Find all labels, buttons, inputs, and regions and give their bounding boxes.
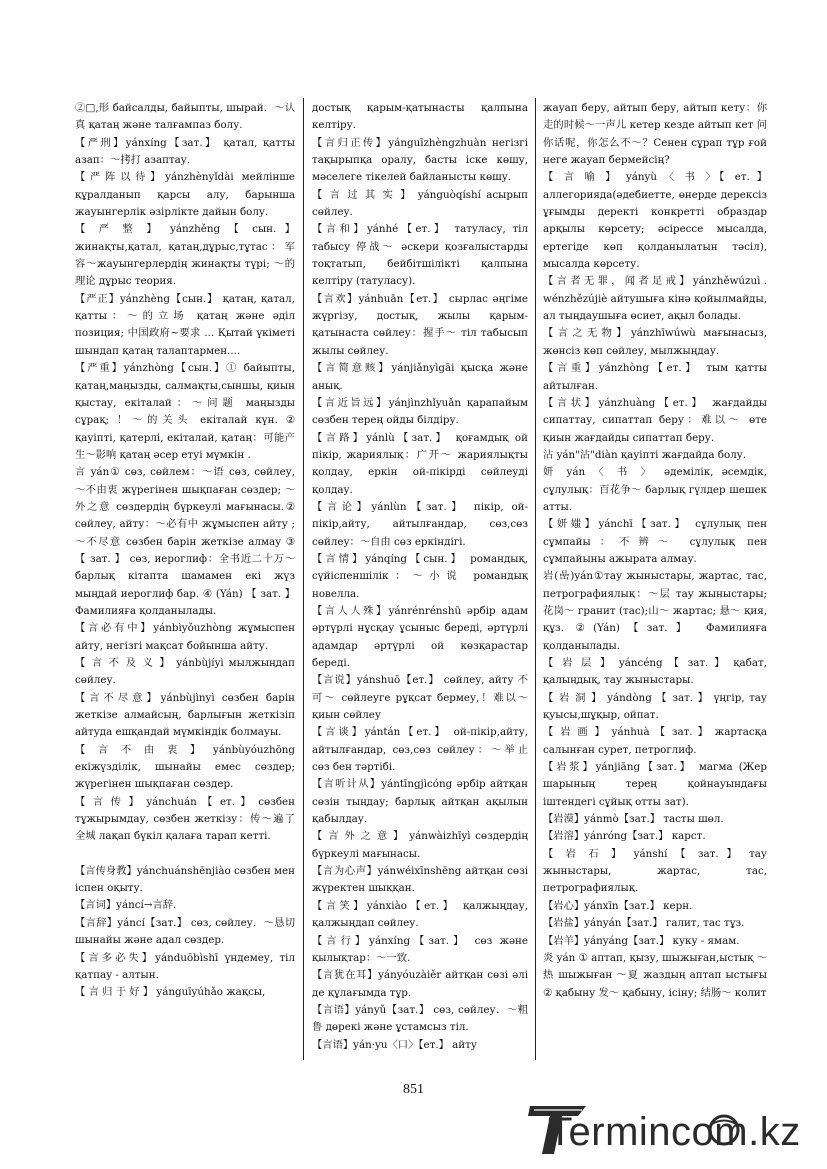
column-divider bbox=[303, 98, 304, 1060]
dictionary-entry: жауап беру, айтып беру, айтып кету：你走的时候～一声儿 кетер кезде айтып кет 问你话呢，你怎么不～？Сенен сұрап тұр ғой неге жауап бермейсің? bbox=[543, 102, 767, 167]
dictionary-entry: 【言论】yánlùn【зат.】 пікір, ой-пікір,айту, айтылғандар, сөз,сөз сөйлеу：～自由 сөз еркіндігі. bbox=[312, 500, 528, 548]
dictionary-entry: 【 言 者 无 罪 ， 闻 者 足 戒 】 yánzhěwúzuì . wénzhězújiè айтушыға кінә қойылмайды, ал тыңдаушыға өсиет, ақыл болады. bbox=[543, 275, 767, 323]
dictionary-entry: 【言行】yánxíng【зат.】 сөз және қылықтар：～一致. bbox=[312, 934, 528, 964]
dictionary-entry: 【岩盐】yányán【зат.】 галит, тас тұз. bbox=[543, 917, 745, 930]
dictionary-entry: 【严阵以待】yánzhènyǐdài мейлінше құралданып қарсы алу, барынша жауынгерлік әзірлікте дайын болу. bbox=[75, 171, 295, 219]
dictionary-entry: 【言传身教】yánchuánshēnjiào сөзбен мен іспен оқыту. bbox=[75, 864, 295, 895]
dictionary-entry: 【言语】yán·yu〈口〉【ет.】 айту bbox=[312, 1038, 477, 1051]
dictionary-entry: 【 岩 石 】 yánshí 【 зат. 】 тау жыныстары, жартас, тас, петрографиялық. bbox=[543, 847, 767, 895]
dictionary-entry: 【言谈】yántán【ет.】 ой-пікір,айту, айтылғандар, сөз,сөз сөйлеу：～举止 сөз бен тәртібі. bbox=[312, 726, 528, 774]
dictionary-entry: 【言词】yáncí→言辞. bbox=[75, 899, 177, 912]
dictionary-entry: 【言语】yányǔ【зат.】 сөз, сөйлеу．～粗鲁 дөрекі және ұстамсыз тіл. bbox=[312, 1003, 528, 1034]
dictionary-entry: 【岩羊】yányáng【зат.】 куку - ямам. bbox=[543, 934, 740, 947]
dictionary-column-3 bbox=[543, 100, 767, 1055]
dictionary-entry: 【岩心】yánxīn【зат.】 керн. bbox=[543, 899, 693, 912]
dictionary-entry: 【 言 不 及 义 】 yánbùjíyì мылжыңдап сөйлеу. bbox=[75, 657, 295, 687]
dictionary-entry: 【言欢】yánhuān【ет.】 сырлас әңгіме жүргізу, достық, жылы қарым-қатынаста сөйлеу：握手～ тіл табысып жылы сөйлеу. bbox=[312, 292, 528, 357]
dictionary-entry: 【言状】yánzhuàng【ет.】 жағдайды сипаттау, сипаттап беру：难以～ өте қиын жағдайды сипаттап беру. bbox=[543, 396, 767, 444]
dictionary-entry: 【言听计从】yántīngjìcóng әрбір айтқан сөзін тыңдау; барлық айтқан ақылын қабылдау. bbox=[312, 778, 528, 826]
dictionary-entry: 【岩浆】yánjiāng【зат.】 магма (Жер шарының терең қойнауындағы іштендегі сұйық отты зат). bbox=[543, 761, 767, 808]
dictionary-entry: 【 岩 画 】 yánhuà 【 зат. 】 жартасқа салынған сурет, петроглиф. bbox=[543, 726, 767, 756]
dictionary-entry: 【言路】yánlù【зат.】 қоғамдық ой пікір, жариялық：广开～ жариялықты қолдау, еркін ой-пікірді сөйлеуді қолдау. bbox=[312, 431, 528, 496]
dictionary-column-1 bbox=[75, 100, 295, 1055]
dictionary-entry: 言 yán① сөз, сөйлем：～语 сөз, сөйлеу, ～不由衷 жүрегінен шықпаған сөздер; ～外之意 сөздердің бүркеулі мағынасы.② сөйлеу, айту：～必有中 жұмыспен айту ; ～不尽意 сөзбен барін жеткізе алмау ③ 【 зат. 】 сөз, иероглиф：全书近二十万～ барлық кітапта шамамен екі жүз мыңдай иероглиф бар. ④ (Yán) 【 зат. 】 Фамилияға қолданылады. bbox=[75, 466, 295, 617]
dictionary-entry: 【 言 传 】 yánchuán 【 ет. 】 сөзбен тұжырымдау, сөзбен жеткізу：传～遍了全城 лақап бүкіл қалаға тарап кетті. bbox=[75, 795, 295, 843]
dictionary-entry: 【岩漠】yánmò【зат.】 тасты шөл. bbox=[543, 813, 724, 826]
dictionary-entry: 【严正】yánzhèng【сын.】 қатаң, қатал, қатты：～的立场 қатаң және әділ позиция; 中国政府~要求 ... Қытай үкіметі шындап қатаң талаптармен.... bbox=[75, 292, 295, 357]
page-number: 851 bbox=[403, 1082, 424, 1097]
dictionary-entry: 【严重】yánzhòng【сын.】① байыпты, қатаң,маңызды, салмақты,сыншы, қиын қыстау, екіталай：～问题 маңызды сұрақ; ！～的关头 екіталай күн. ② қауіпті, қатерлі, екіталай, қатаң：可能产生～影响 қатаң әсер етуі мүмкін . bbox=[75, 362, 295, 461]
dictionary-entry: 【言必有中】yánbìyǒuzhòng жұмыспен айту, негізгі мақсат бойынша айту. bbox=[75, 622, 295, 652]
dictionary-entry: ②□,形 байсалды, байыпты, шырай．～认真 қатаң және талғампаз болу. bbox=[75, 102, 295, 132]
dictionary-entry: 【 岩 洞 】 yándòng 【 зат. 】 үңгір, тау қуысы,шұқыр, ойпат. bbox=[543, 691, 767, 722]
dictionary-column-2 bbox=[312, 100, 528, 1055]
dictionary-entry: 【言不尽意】yánbùjìnyì сөзбен барін жеткізе алмайсың, барлығын жеткізіп айтуда ешқандай мүмкіндік болмауы. bbox=[75, 691, 295, 739]
dictionary-entry: 【 言 过 其 实 】 yánguòqíshí асырып сөйлеу. bbox=[312, 188, 528, 219]
dictionary-entry: 【言情】yánqíng【сын.】 романдық, сүйіспеншілік：～小说 романдық новелла. bbox=[312, 552, 528, 600]
dictionary-entry: 【严刑】yánxíng【зат.】 қатал, қатты азап：～拷打 азаптау. bbox=[75, 136, 295, 167]
dictionary-entry: 【 言 外 之 意 】 yánwàizhīyì сөздердің бүркеулі мағынасы. bbox=[312, 830, 528, 860]
dictionary-entry: 【 言 不 由 衷 】 yánbùyóuzhōng екіжүзділік, шынайы емес сөздер; жүрегінен шықпаған сөздер. bbox=[75, 743, 295, 791]
dictionary-entry: 【言之无物】yánzhīwúwù мағынасыз, жөнсіз көп сөйлеу, мылжыңдау. bbox=[543, 327, 767, 357]
dictionary-entry: 妍 yán 〈 书 〉 әдемілік, әсемдік, сұлулық：百花争～ барлық гүлдер шешек атты. bbox=[543, 466, 767, 513]
dictionary-entry: 【言简意赅】yánjiǎnyìgāi қысқа және анық. bbox=[312, 362, 528, 392]
dictionary-entry: 【岩溶】yánróng【зат.】 карст. bbox=[543, 830, 706, 843]
dictionary-entry: 【言笑】yánxiào【ет.】 қалжыңдау, қалжыңдап сөйлеу. bbox=[312, 899, 528, 930]
dictionary-entry: 【 言 喻 】 yányù 〈 书 〉【 ет. 】 аллегорияда(әдебиетте, өнерде дерексіз ұғымды деректі конкретті образдар арқылы көрсету; әсірессе мысалда, ертегіде көп қолданылатын тәсіл), мысалда көрсету. bbox=[543, 171, 767, 271]
dictionary-entry: 【言近旨远】yánjìnzhǐyuǎn қарапайым сөзбен терең ойды білдіру. bbox=[312, 396, 528, 427]
dictionary-entry: 【言多必失】yánduōbìshī үндемеу, тіл қатпау - алтын. bbox=[75, 951, 295, 981]
dictionary-entry: 【 言 归 于 好 】 yánguīyúhǎo жақсы, bbox=[75, 986, 266, 999]
dictionary-entry: 【言重】yánzhòng【ет.】 тым қатты айтылған. bbox=[543, 362, 767, 392]
dictionary-entry: 沾 yán"沾"diàn қауіпті жағдайда болу. bbox=[543, 448, 747, 461]
dictionary-entry: 【言和】yánhé【ет.】 татуласу, тіл табысу 停战～ әскери қозғалыстарды тоқтатып, бейбітшілікті қалпына келтіру (татуласу). bbox=[312, 223, 528, 288]
dictionary-entry: 【言为心声】yánwéixīnshēng айтқан сөзі жүректен шыққан. bbox=[312, 865, 528, 895]
dictionary-entry: 【 岩 层 】 yáncéng 【 зат. 】 қабат, қалыңдық, тау жыныстары. bbox=[543, 657, 767, 687]
column-divider bbox=[535, 98, 536, 1060]
dictionary-entry: 【 严 整 】 yánzhěng 【 сын. 】 жинақты,қатал, қатаң,дұрыс,тұтас：军容～жауынгерлердің жинақты түрі; ～的理论 дұрыс теория. bbox=[75, 223, 295, 288]
dictionary-entry: 【言归正传】yánguīzhèngzhuàn негізгі тақырыпқа оралу, басты іске көшу, мәселеге тікелей байланысты көшу. bbox=[312, 136, 528, 184]
dictionary-entry: достық қарым-қатынасты қалпына келтіру. bbox=[312, 102, 528, 132]
dictionary-entry: 【言辞】yáncí【зат.】 сөз, сөйлеу．～恳切 шынайы және адал сөздер. bbox=[75, 916, 295, 947]
dictionary-entry: 【言犹在耳】yányóuzàiěr айтқан сөзі әлі де құлағымда тұр. bbox=[312, 969, 528, 999]
dictionary-entry: 【妍媸】yánchī【зат.】 сұлулық пен сұмпайы：不辨～ сұлулық пен сұмпайыны ажырата алмау. bbox=[543, 518, 767, 565]
site-logo-text: Termincom.kz bbox=[548, 1110, 801, 1154]
dictionary-entry: 【言说】yánshuō【ет.】 сөйлеу, айту 不可～ сөйлеуге рұқсат бермеу,！难以～ қиын сөйлеу bbox=[312, 674, 528, 722]
dictionary-entry: 【言人人殊】yánrénrénshū әрбір адам әртүрлі нұсқау ұсыныс береді, әртүрлі адамдар әртүрлі ой көзқарастар береді. bbox=[312, 604, 528, 669]
dictionary-entry: 炎 yán ① аптап, қызу, шыжыған,ыстық ～热 шыжыған ～夏 жаздың аптап ыстығы ② қабыну 发～ қабыну, ісіну; 结肠～ колит bbox=[543, 951, 767, 999]
dictionary-entry: 岩(嵒)yán①тау жыныстары, жартас, тас, петрографиялық：～层 тау жыныстары; 花岗～ гранит (тас);山～ жартас; 悬～ қия, құз. ②(Yán)【зат.】 Фамилияға қолданылады. bbox=[543, 570, 767, 652]
